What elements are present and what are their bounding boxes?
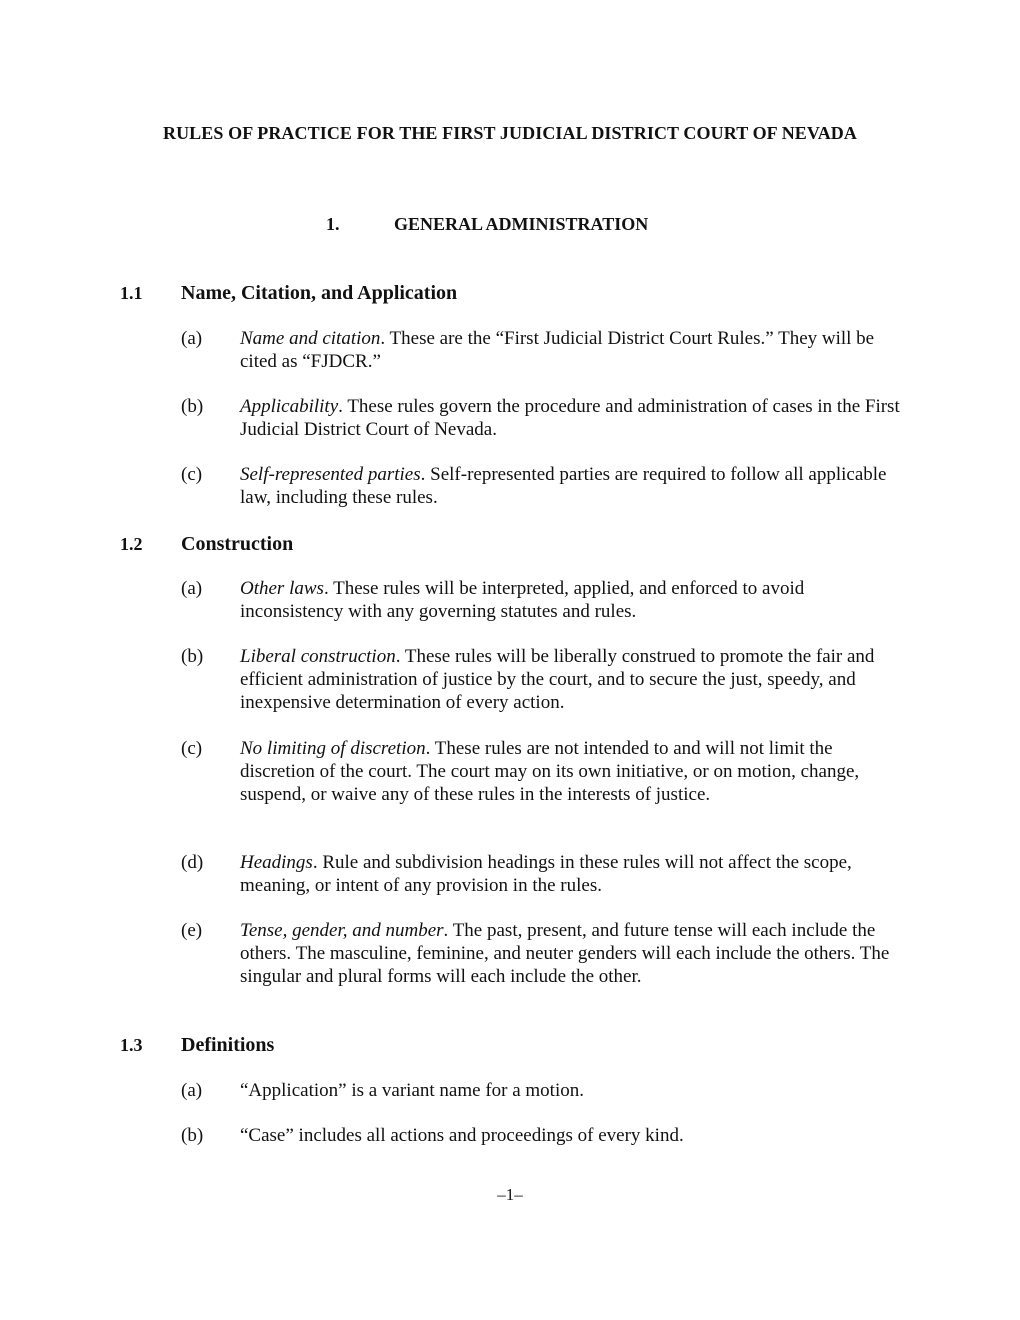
item-text: . These are the “First Judicial District Court Rules.” They will be cited as “FJDCR.”	[240, 328, 875, 372]
item-body	[240, 463, 902, 509]
item-body	[240, 1124, 902, 1147]
item-term: No limiting of discretion	[240, 738, 426, 759]
item-label: (b)	[181, 1125, 204, 1146]
item-label: (e)	[181, 920, 203, 941]
item-term: Applicability	[240, 396, 339, 417]
item-term: Liberal construction	[240, 646, 396, 667]
item-label: (a)	[181, 1080, 203, 1101]
item-label: (a)	[181, 328, 203, 349]
item-text: . Self-represented parties are required to follow all applicable law, including these rules.	[240, 464, 887, 508]
item-body	[240, 577, 902, 623]
page-number: –1–	[497, 1185, 523, 1204]
item-label: (a)	[181, 578, 203, 599]
item-text: . These rules will be liberally construed to promote the fair and efficient administration of justice by the court, and to secure the just, speedy, and inexpensive determination of every action.	[240, 646, 875, 713]
item-body	[240, 645, 902, 714]
item-label: (d)	[181, 852, 204, 873]
item-label: (b)	[181, 646, 204, 667]
item-text: . These rules are not intended to and will not limit the discretion of the court. The court may on its own initiative, or on motion, change, suspend, or waive any of these rules in the interests of justice.	[240, 738, 860, 805]
section-number: 1.2	[120, 534, 143, 554]
item-body	[240, 851, 902, 897]
item-body	[240, 327, 902, 373]
section-title: Name, Citation, and Application	[181, 282, 458, 304]
item-text: . These rules will be interpreted, applied, and enforced to avoid inconsistency with any governing statutes and rules.	[240, 578, 805, 622]
item-label: (b)	[181, 396, 204, 417]
item-text: . The past, present, and future tense will each include the others. The masculine, feminine, and neuter genders will each include the others. The singular and plural forms will each include the other.	[240, 920, 890, 987]
item-text: “Application” is a variant name for a motion.	[240, 1080, 584, 1101]
section-number: 1.1	[120, 283, 143, 303]
item-text: “Case” includes all actions and proceedings of every kind.	[240, 1125, 684, 1146]
item-body	[240, 395, 902, 441]
section-number: 1.3	[120, 1035, 143, 1055]
item-text: . These rules govern the procedure and administration of cases in the First Judicial District Court of Nevada.	[240, 396, 900, 440]
section-title: Construction	[181, 533, 294, 555]
item-body	[240, 1079, 902, 1102]
item-term: Self-represented parties	[240, 464, 421, 485]
chapter-title: GENERAL ADMINISTRATION	[394, 214, 649, 234]
chapter-number: 1.	[326, 214, 340, 234]
item-term: Headings	[240, 852, 313, 873]
item-body	[240, 737, 902, 806]
item-text: . Rule and subdivision headings in these rules will not affect the scope, meaning, or intent of any provision in the rules.	[240, 852, 852, 896]
item-label: (c)	[181, 464, 203, 485]
item-term: Tense, gender, and number	[240, 920, 444, 941]
document-title: RULES OF PRACTICE FOR THE FIRST JUDICIAL DISTRICT COURT OF NEVADA	[162, 123, 857, 143]
item-label: (c)	[181, 738, 203, 759]
item-term: Name and citation	[240, 328, 381, 349]
item-term: Other laws	[240, 578, 324, 599]
section-title: Definitions	[181, 1034, 275, 1056]
item-body	[240, 919, 902, 988]
